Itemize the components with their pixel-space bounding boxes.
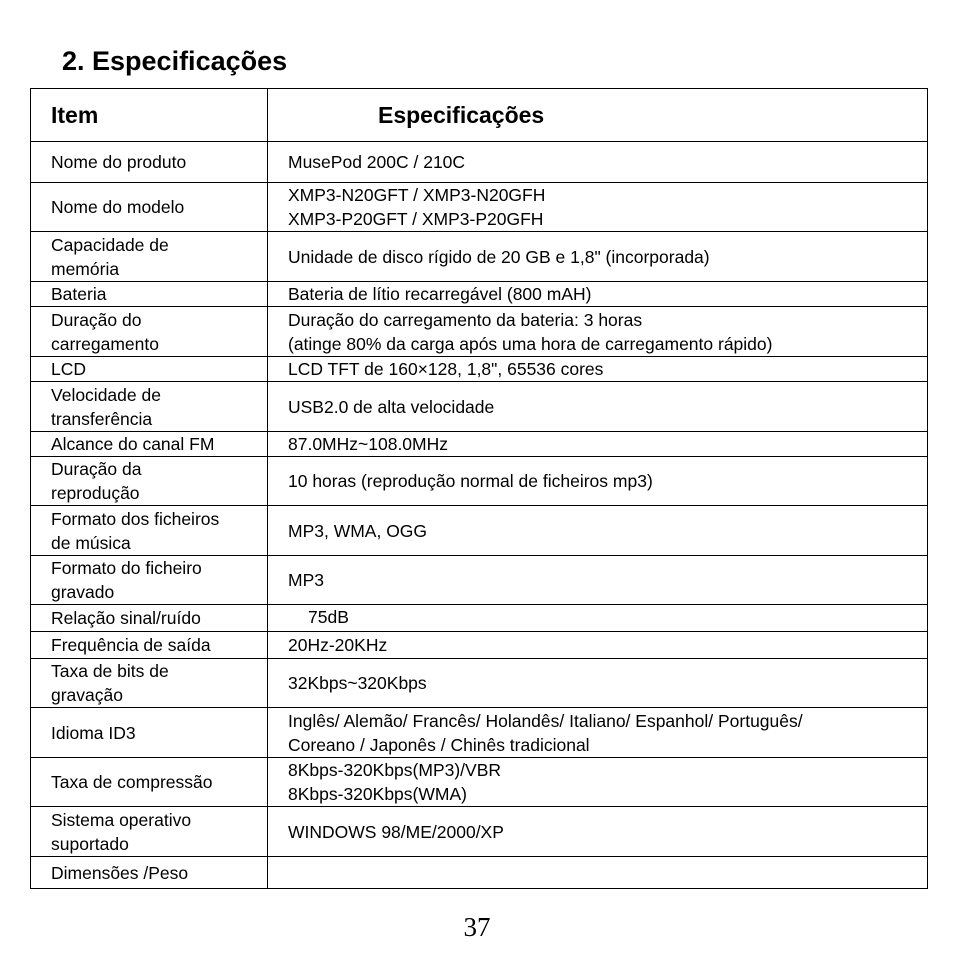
table-row [31,758,928,807]
spec-text: Coreano / Japonês / Chinês tradicional [288,734,590,755]
spec-text: WINDOWS 98/ME/2000/XP [288,821,504,842]
table-row [31,457,928,506]
table-header-row [31,89,928,142]
table-row [31,632,928,659]
item-text: reprodução [51,483,140,503]
item-text: transferência [51,408,153,429]
item-text: Nome do produto [51,152,187,172]
table-row [31,807,928,857]
table-row [31,432,928,457]
item-cell [31,506,268,556]
item-text: de música [51,532,131,553]
item-cell [31,708,268,758]
item-text: Taxa de compressão [51,772,213,792]
spec-text: MP3, WMA, OGG [288,520,428,541]
spec-text: MusePod 200C / 210C [288,152,466,172]
item-cell [31,758,268,807]
item-text: Duração do [51,309,142,330]
item-cell [31,382,268,432]
table-row [31,282,928,307]
item-text: Capacidade de [51,234,169,255]
item-cell [31,857,268,889]
item-cell [31,807,268,857]
header-specifications: Especificações [268,89,928,142]
spec-text: 75dB [308,607,349,627]
table-row [31,382,928,432]
spec-cell [268,807,928,857]
item-text: memória [51,258,120,279]
item-text: Dimensões /Peso [51,862,189,883]
spec-cell [268,382,928,432]
table-row [31,659,928,708]
spec-cell [268,457,928,506]
item-cell [31,142,268,183]
page-number: 37 [463,912,491,942]
table-row [31,142,928,183]
table-row [31,857,928,889]
table-row [31,506,928,556]
spec-text: Unidade de disco rígido de 20 GB e 1,8" (incorporada) [288,246,710,267]
spec-cell [268,605,928,632]
spec-text: Inglês/ Alemão/ Francês/ Holandês/ Italiano/ Espanhol/ Português/ [288,710,803,731]
item-text: Idioma ID3 [51,722,136,743]
spec-cell [268,632,928,659]
item-text: LCD [51,359,87,379]
table-row [31,357,928,382]
item-cell [31,232,268,282]
item-text: Taxa de bits de [51,661,169,681]
table-row [31,556,928,605]
spec-text: Bateria de lítio recarregável (800 mAH) [288,284,592,304]
spec-cell [268,307,928,357]
spec-text: USB2.0 de alta velocidade [288,396,495,417]
item-text: Formato dos ficheiros [51,508,220,529]
spec-text: 8Kbps-320Kbps(MP3)/VBR [288,760,502,780]
spec-text: 32Kbps~320Kbps [288,673,427,693]
spec-cell [268,142,928,183]
item-cell [31,357,268,382]
spec-cell [268,183,928,232]
spec-text: LCD TFT de 160×128, 1,8", 65536 cores [288,359,604,379]
item-cell [31,556,268,605]
item-text: Frequência de saída [51,635,211,655]
item-text: gravado [51,582,115,602]
spec-text: 8Kbps-320Kbps(WMA) [288,784,467,804]
spec-cell [268,659,928,708]
spec-text: XMP3-N20GFT / XMP3-N20GFH [288,185,546,205]
spec-text: 10 horas (reprodução normal de ficheiros mp3) [288,471,653,491]
item-cell [31,432,268,457]
table-row [31,183,928,232]
item-cell [31,183,268,232]
table-row [31,605,928,632]
spec-cell [268,708,928,758]
spec-text: XMP3-P20GFT / XMP3-P20GFH [288,209,544,229]
item-text: Relação sinal/ruído [51,608,201,628]
item-text: Nome do modelo [51,197,185,217]
table-row [31,307,928,357]
item-text: Sistema operativo [51,809,192,830]
item-text: suportado [51,833,129,854]
spec-text: 87.0MHz~108.0MHz [288,434,449,454]
spec-text: (atinge 80% da carga após uma hora de carregamento rápido) [288,333,773,354]
item-text: Formato do ficheiro [51,558,202,578]
spec-text: 20Hz-20KHz [288,635,388,655]
item-text: Bateria [51,284,107,304]
item-text: Duração da [51,459,142,479]
item-cell [31,659,268,708]
item-text: Velocidade de [51,384,161,405]
spec-cell [268,556,928,605]
item-cell [31,632,268,659]
spec-cell [268,857,928,889]
spec-text: Duração do carregamento da bateria: 3 horas [288,309,643,330]
item-cell [31,457,268,506]
specifications-table [30,88,928,889]
spec-cell [268,357,928,382]
item-text: gravação [51,685,123,705]
item-cell [31,605,268,632]
page-title: 2. Especificações [62,46,288,76]
spec-text: MP3 [288,570,324,590]
item-text: Alcance do canal FM [51,434,215,454]
item-text: carregamento [51,333,159,354]
item-cell [31,282,268,307]
header-item: Item [31,89,268,142]
table-row [31,232,928,282]
spec-cell [268,232,928,282]
spec-cell [268,758,928,807]
spec-cell [268,282,928,307]
spec-cell [268,506,928,556]
spec-cell [268,432,928,457]
table-row [31,708,928,758]
item-cell [31,307,268,357]
